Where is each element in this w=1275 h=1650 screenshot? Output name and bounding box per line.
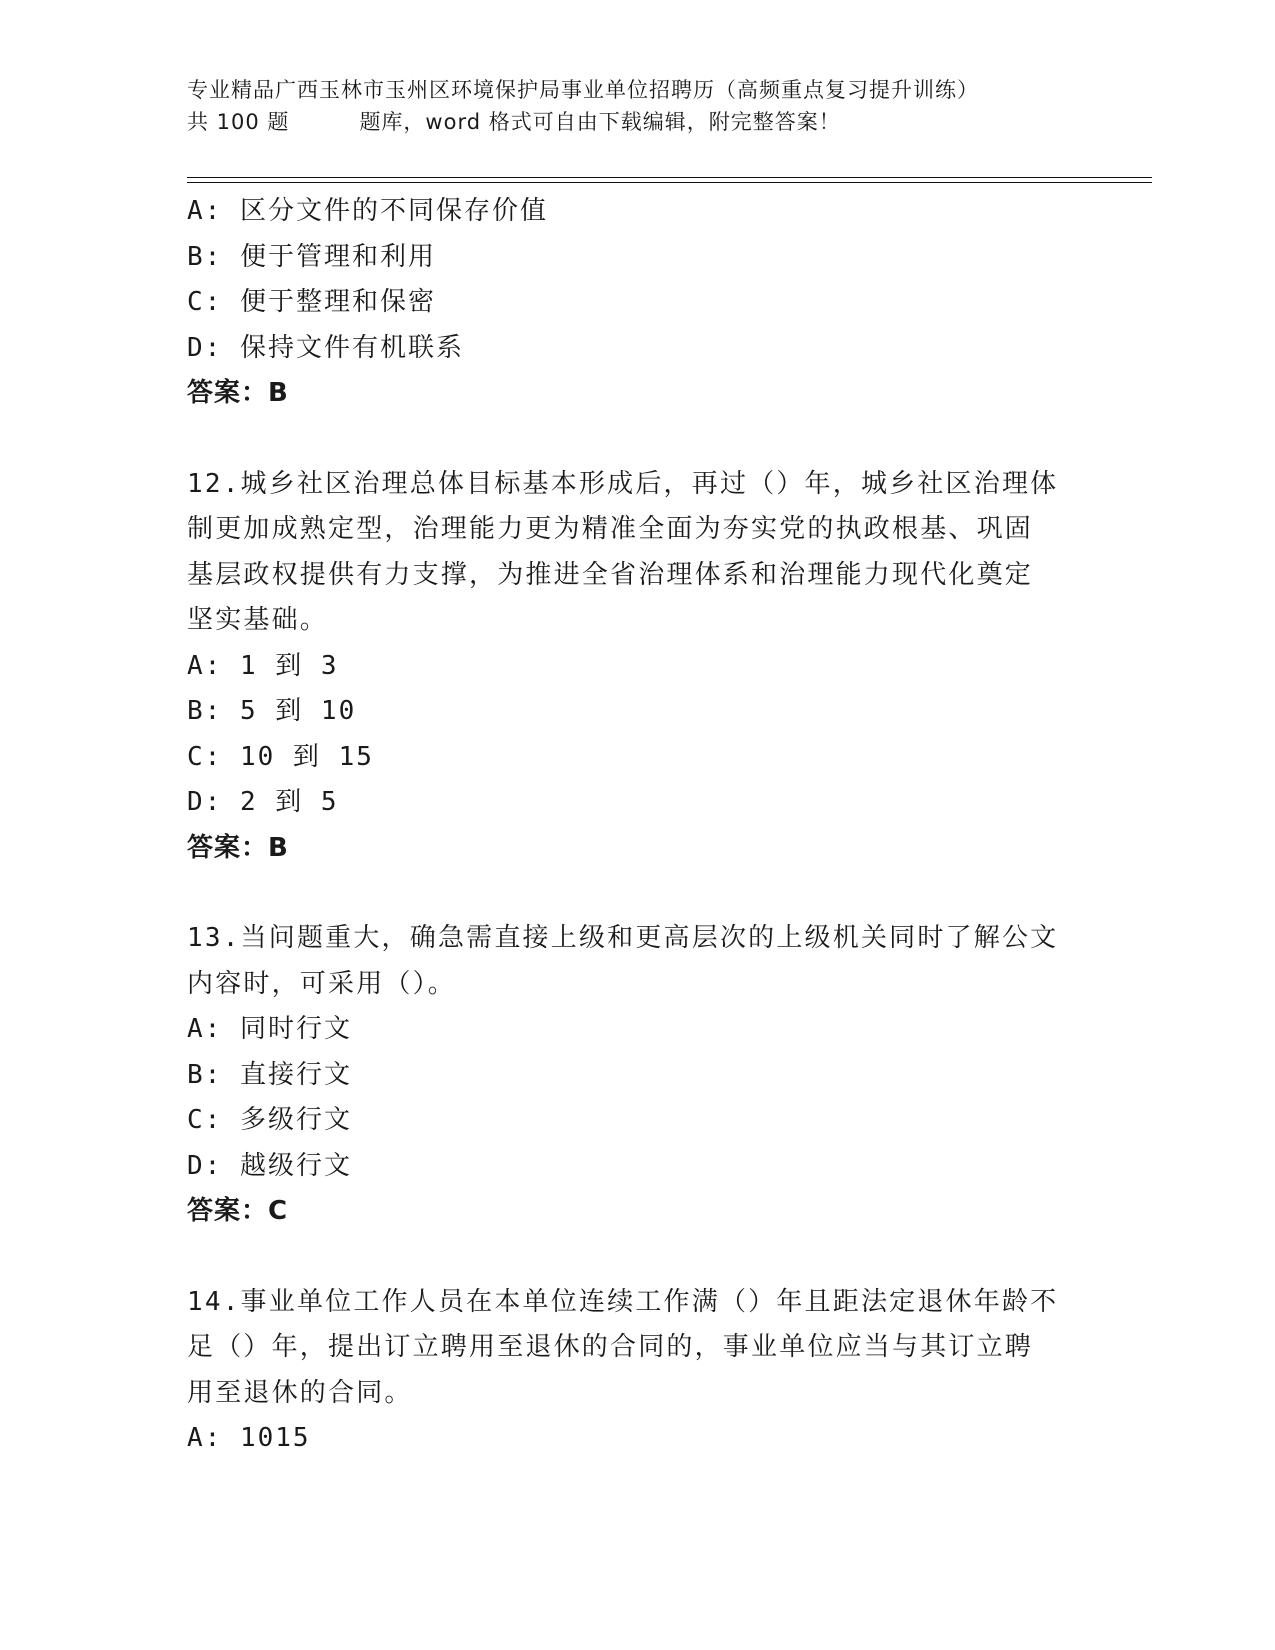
question-text-line: 13.当问题重大，确急需直接上级和更高层次的上级机关同时了解公文 — [187, 923, 1059, 953]
option-a: A: 1015 — [187, 1423, 311, 1453]
answer-label: 答案：B — [187, 378, 289, 408]
question-14 — [187, 1280, 1067, 1462]
question-text-line: 基层政权提供有力支撑，为推进全省治理体系和治理能力现代化奠定 — [187, 559, 1034, 590]
question-text-line: 内容时，可采用（）。 — [187, 968, 457, 999]
answer-label: 答案：C — [187, 1196, 289, 1226]
option-a: A: 1 到 3 — [187, 650, 339, 681]
option-a: A: 同时行文 — [187, 1014, 352, 1044]
option-b: B: 5 到 10 — [187, 696, 357, 726]
question-13 — [187, 916, 1067, 1235]
answer-label: 答案：B — [187, 832, 289, 863]
option-b: B: 直接行文 — [187, 1059, 352, 1090]
question-count: 共 100 题 — [187, 110, 290, 134]
question-text — [187, 916, 1067, 1007]
option-c: C: 便于整理和保密 — [187, 287, 436, 317]
option-c: C: 多级行文 — [187, 1105, 352, 1135]
question-12 — [187, 462, 1067, 872]
question-text-line: 足（）年，提出订立聘用至退休的合同的，事业单位应当与其订立聘 — [187, 1332, 1034, 1362]
header-subtitle-line — [187, 106, 1087, 138]
header-description: 题库，word 格式可自由下载编辑，附完整答案！ — [359, 110, 841, 134]
question-text-line: 用至退休的合同。 — [187, 1377, 413, 1408]
question-text — [187, 1280, 1067, 1417]
option-d: D: 越级行文 — [187, 1150, 352, 1181]
question-text-line: 坚实基础。 — [187, 605, 329, 635]
header-divider-bottom — [187, 182, 1152, 183]
option-d: D: 2 到 5 — [187, 787, 339, 817]
question-list — [187, 189, 1067, 1462]
question-text — [187, 462, 1067, 644]
option-d: D: 保持文件有机联系 — [187, 332, 464, 363]
question-11 — [187, 189, 1067, 417]
question-text-line: 12.城乡社区治理总体目标基本形成后，再过（）年，城乡社区治理体 — [187, 468, 1059, 499]
option-b: B: 便于管理和利用 — [187, 241, 436, 272]
question-text-line: 制更加成熟定型，治理能力更为精准全面为夯实党的执政根基、巩固 — [187, 514, 1034, 544]
option-a: A: 区分文件的不同保存价值 — [187, 196, 548, 226]
option-c: C: 10 到 15 — [187, 741, 374, 772]
document-header — [187, 74, 1087, 138]
question-text-line: 14.事业单位工作人员在本单位连续工作满（）年且距法定退休年龄不 — [187, 1286, 1059, 1317]
header-title-line: 专业精品广西玉林市玉州区环境保护局事业单位招聘历（高频重点复习提升训练） — [187, 78, 979, 102]
header-divider-top — [187, 177, 1152, 178]
